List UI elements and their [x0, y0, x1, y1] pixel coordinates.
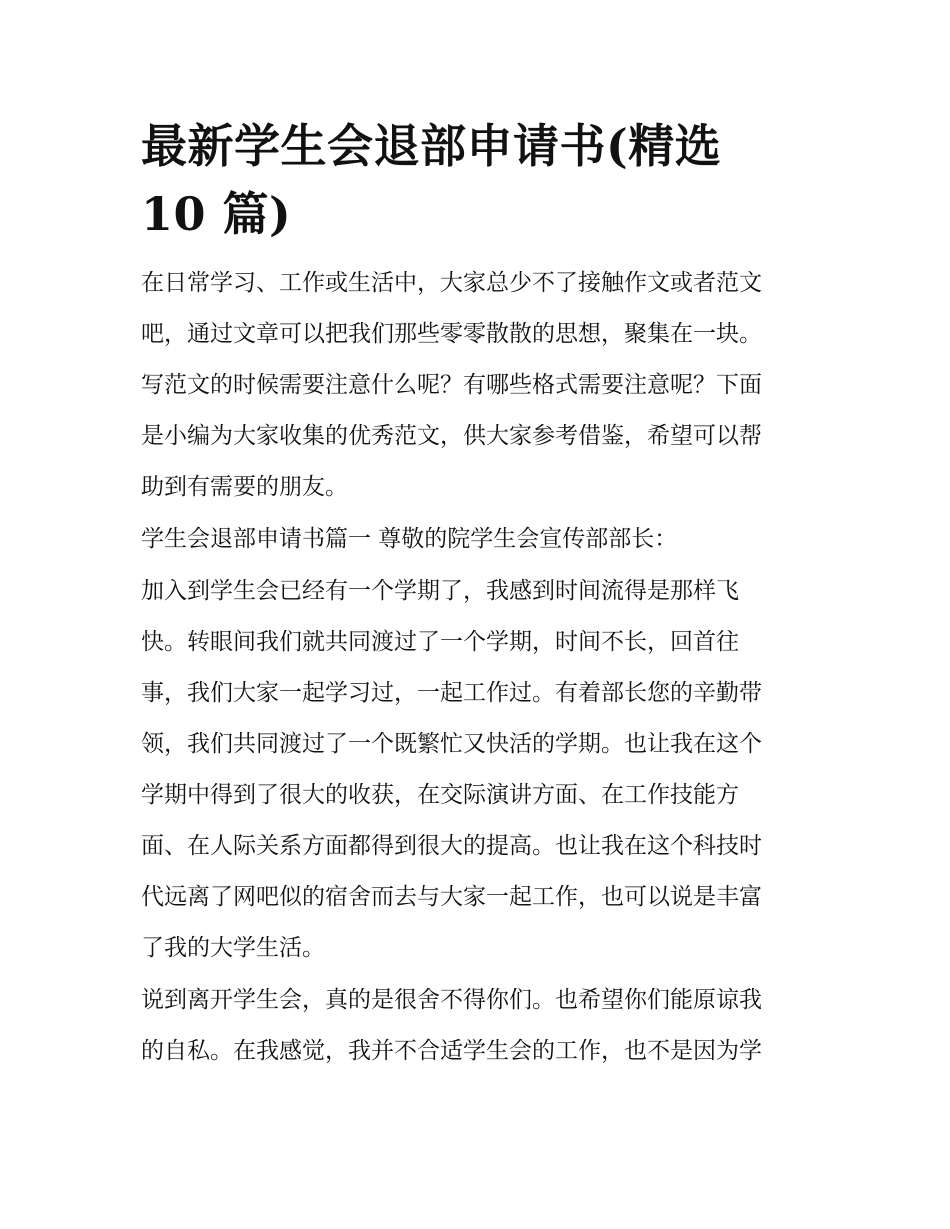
text-line: 快。转眼间我们就共同渡过了一个学期，时间不长，回首往: [141, 629, 739, 655]
text-line: 吧，通过文章可以把我们那些零零散散的思想，聚集在一块。: [141, 321, 762, 347]
text-line: 助到有需要的朋友。: [141, 474, 348, 500]
section-heading-paragraph: [141, 514, 821, 565]
body-paragraph-2: [141, 975, 821, 1077]
title-line-1: 最新学生会退部申请书(精选: [141, 119, 722, 173]
text-line: 事，我们大家一起学习过，一起工作过。有着部长您的辛勤带: [141, 680, 762, 706]
text-line: 加入到学生会已经有一个学期了，我感到时间流得是那样飞: [141, 578, 739, 604]
document-page: [141, 112, 821, 1078]
intro-paragraph: [141, 258, 821, 513]
text-line: 学期中得到了很大的收获，在交际演讲方面、在工作技能方: [141, 782, 739, 808]
text-line: 是小编为大家收集的优秀范文，供大家参考借鉴，希望可以帮: [141, 423, 762, 449]
text-line: 了我的大学生活。: [141, 935, 325, 961]
text-line: 面、在人际关系方面都得到很大的提高。也让我在这个科技时: [141, 833, 762, 859]
text-line: 的自私。在我感觉，我并不合适学生会的工作，也不是因为学: [141, 1038, 762, 1064]
text-line: 写范文的时候需要注意什么呢？有哪些格式需要注意呢？下面: [141, 372, 762, 398]
text-line: 代远离了网吧似的宿舍而去与大家一起工作，也可以说是丰富: [141, 884, 762, 910]
body-paragraph-1: [141, 566, 821, 974]
text-line: 学生会退部申请书篇一 尊敬的院学生会宣传部部长：: [141, 526, 678, 552]
text-line: 领，我们共同渡过了一个既繁忙又快活的学期。也让我在这个: [141, 731, 762, 757]
document-title: [141, 112, 821, 248]
title-line-2: 10 篇): [141, 187, 292, 241]
text-line: 说到离开学生会，真的是很舍不得你们。也希望你们能原谅我: [141, 987, 762, 1013]
text-line: 在日常学习、工作或生活中，大家总少不了接触作文或者范文: [141, 270, 762, 296]
